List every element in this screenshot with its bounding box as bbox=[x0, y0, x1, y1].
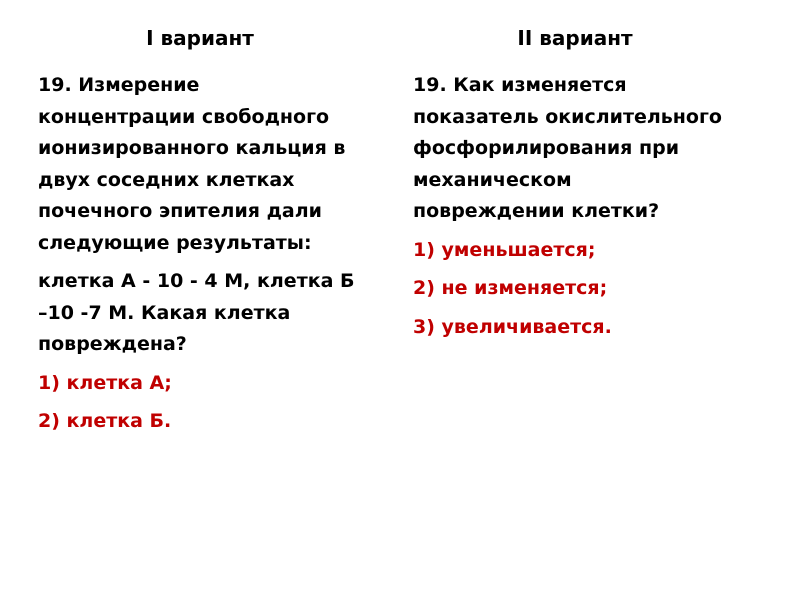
variant-2-body bbox=[413, 70, 753, 343]
variant-1-header: I вариант bbox=[146, 26, 254, 50]
variant-2-header: II вариант bbox=[517, 26, 633, 50]
variant-2-option-3: 3) увеличивается. bbox=[413, 315, 612, 338]
variant-2-option-1: 1) уменьшается; bbox=[413, 238, 596, 261]
variant-1-option-2: 2) клетка Б. bbox=[38, 410, 172, 432]
variant-1-option-1: 1) клетка А; bbox=[38, 371, 172, 394]
variant-1-question-part-2: клетка А - 10 - 4 М, клетка Б –10 -7 М. Какая клетка повреждена? bbox=[38, 270, 355, 355]
variant-1-options bbox=[38, 368, 378, 438]
variant-2-options bbox=[413, 235, 753, 344]
variant-1-question-part-1: 19. Измерение концентрации свободного ионизированного кальция в двух соседних клетках почечного эпителия дали следующие результаты: bbox=[38, 74, 346, 254]
variant-2-option-2: 2) не изменяется; bbox=[413, 277, 608, 299]
variant-1-body bbox=[38, 70, 378, 438]
variant-2-question: 19. Как изменяется показатель окислительного фосфорилирования при механическом повреждении клетки? bbox=[413, 74, 722, 222]
